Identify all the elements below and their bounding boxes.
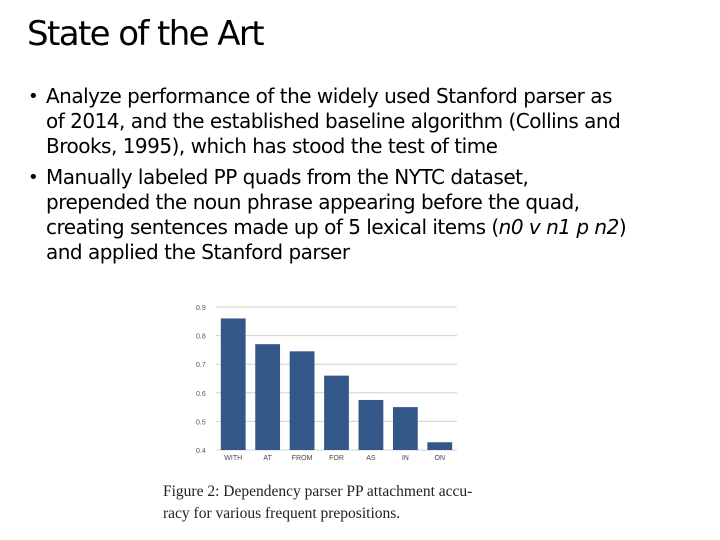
bullet-text-line: Manually labeled PP quads from the NYTC dataset, bbox=[46, 165, 529, 189]
x-tick-label: IN bbox=[401, 455, 409, 462]
bullet-text-line: creating sentences made up of 5 lexical items ( bbox=[46, 215, 499, 239]
y-tick-label: 0.7 bbox=[196, 362, 206, 370]
x-tick-label: WITH bbox=[224, 455, 243, 462]
x-tick-label: AT bbox=[263, 455, 272, 462]
caption-line: racy for various frequent prepositions. bbox=[163, 505, 401, 522]
bullet-text-line: Brooks, 1995), which has stood the test of time bbox=[46, 134, 498, 158]
bullet-list bbox=[26, 84, 696, 271]
y-tick-label: 0.6 bbox=[196, 390, 206, 398]
bullet-item bbox=[26, 84, 696, 159]
bullet-text-fragment: ) bbox=[618, 215, 627, 239]
x-tick-label: FOR bbox=[329, 455, 344, 462]
x-tick-label: ON bbox=[434, 455, 446, 462]
bar-with bbox=[221, 318, 246, 450]
bar-from bbox=[290, 351, 315, 450]
formula-italic: n0 v n1 p n2 bbox=[498, 215, 619, 239]
bullet-marker: • bbox=[28, 86, 39, 107]
chart-x-ticks bbox=[224, 455, 445, 462]
bullet-marker: • bbox=[28, 167, 39, 188]
bar-on bbox=[427, 442, 452, 450]
figure-caption bbox=[163, 481, 523, 525]
bullet-text-line: prepended the noun phrase appearing before the quad, bbox=[46, 190, 580, 214]
x-tick-label: FROM bbox=[291, 455, 313, 462]
chart-bars bbox=[221, 318, 452, 450]
x-tick-label: AS bbox=[366, 455, 376, 462]
caption-line: Figure 2: Dependency parser PP attachment accu- bbox=[163, 483, 473, 500]
bullet-text-line: and applied the Stanford parser bbox=[46, 240, 350, 264]
bullet-item bbox=[26, 165, 696, 265]
bullet-text-line: of 2014, and the established baseline algorithm (Collins and bbox=[46, 109, 621, 133]
bullet-text-line: Analyze performance of the widely used Stanford parser as bbox=[46, 84, 612, 108]
bar-chart bbox=[175, 295, 460, 465]
y-tick-label: 0.4 bbox=[196, 448, 206, 455]
y-tick-label: 0.8 bbox=[196, 333, 206, 341]
y-tick-label: 0.9 bbox=[196, 305, 206, 312]
bar-at bbox=[255, 344, 280, 450]
y-tick-label: 0.5 bbox=[196, 419, 206, 427]
bar-for bbox=[324, 376, 349, 450]
slide-title: State of the Art bbox=[27, 14, 263, 54]
bar-as bbox=[359, 400, 384, 450]
chart-y-ticks bbox=[196, 305, 206, 455]
bar-in bbox=[393, 407, 418, 450]
